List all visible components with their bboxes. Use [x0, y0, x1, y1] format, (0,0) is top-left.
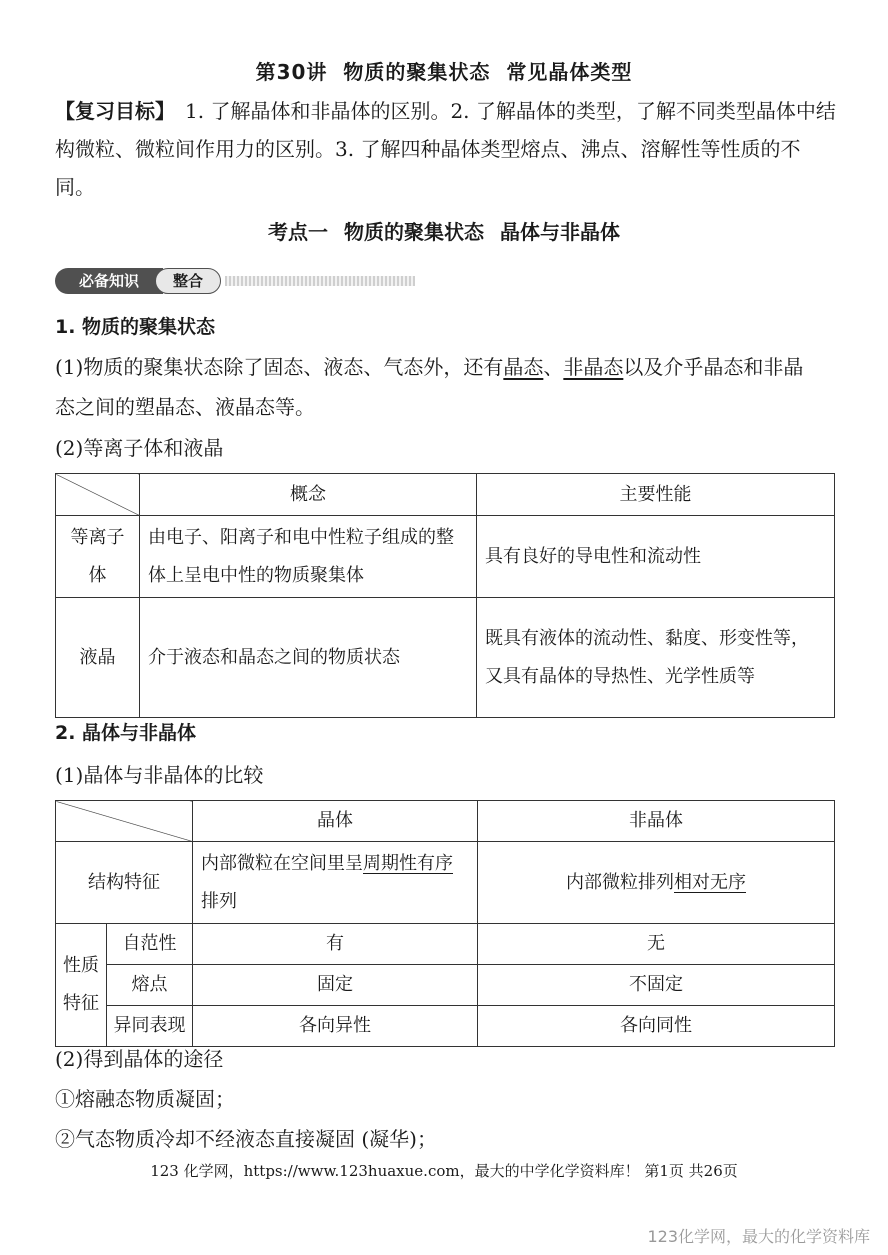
table2-property-group: 性质特征 [56, 924, 107, 1047]
paragraph-plasma-liquid-crystal: (2)等离子体和液晶 [55, 436, 224, 460]
table2-row-name: 异同表现 [107, 1006, 193, 1047]
section-subtitle: 考点一 物质的聚集状态 晶体与非晶体 [268, 220, 620, 244]
underlined-periodic-order: 周期性有序 [363, 852, 453, 874]
list-item: ①熔融态物质凝固； [55, 1087, 235, 1111]
table2-row-name: 熔点 [107, 965, 193, 1006]
table2-structure-label: 结构特征 [56, 842, 193, 924]
table1-row-property: 具有良好的导电性和流动性 [477, 516, 835, 598]
knowledge-banner [55, 268, 415, 294]
banner-decoration [225, 276, 415, 286]
table2-structure-crystal: 内部微粒在空间里呈周期性有序排列 [193, 842, 478, 924]
crystal-comparison-table [55, 800, 835, 1047]
table2-structure-amorphous: 内部微粒排列相对无序 [478, 842, 835, 924]
banner-label-integrate: 整合 [155, 268, 221, 294]
underlined-amorphous-state: 非晶态 [563, 355, 624, 379]
watermark: 123化学网，最大的化学资料库 [647, 1227, 870, 1246]
table2-header-crystal: 晶体 [193, 801, 478, 842]
table2-row-amorphous: 无 [478, 924, 835, 965]
banner-label-required: 必备知识 [55, 268, 163, 294]
table2-header-amorphous: 非晶体 [478, 801, 835, 842]
paragraph-crystal-routes: (2)得到晶体的途径 [55, 1047, 224, 1071]
paragraph-aggregation-1-cont: 态之间的塑晶态、液晶态等。 [55, 395, 315, 419]
paragraph-aggregation-1: (1)物质的聚集状态除了固态、液态、气态外，还有晶态、非晶态以及介乎晶态和非晶 [55, 355, 804, 379]
underlined-relative-disorder: 相对无序 [674, 871, 746, 893]
underlined-crystal-state: 晶态 [503, 355, 544, 379]
table2-row-crystal: 有 [193, 924, 478, 965]
table1-row-name: 液晶 [56, 598, 140, 718]
review-text: 1. 了解晶体和非晶体的区别。2. 了解晶体的类型，了解不同类型晶体中结构微粒、微粒间作用力的区别。3. 了解四种晶体类型熔点、沸点、溶解性等性质的不同。 [55, 99, 836, 199]
table1-header-property: 主要性能 [477, 474, 835, 516]
page-title: 第30讲 物质的聚集状态 常见晶体类型 [255, 60, 633, 84]
table1-row-property: 既具有液体的流动性、黏度、形变性等，又具有晶体的导热性、光学性质等 [477, 598, 835, 718]
table2-row-amorphous: 各向同性 [478, 1006, 835, 1047]
plasma-liquid-crystal-table [55, 473, 835, 718]
table2-row-crystal: 各向异性 [193, 1006, 478, 1047]
list-item: ②气态物质冷却不经液态直接凝固 (凝华)； [55, 1127, 437, 1151]
table2-corner [56, 801, 193, 842]
heading-crystal-amorphous: 2. 晶体与非晶体 [55, 722, 197, 744]
table2-row-crystal: 固定 [193, 965, 478, 1006]
page-footer: 123 化学网，https://www.123huaxue.com，最大的中学化学资料库！ 第1页 共26页 [150, 1162, 738, 1180]
paragraph-comparison: (1)晶体与非晶体的比较 [55, 763, 264, 787]
table2-row-amorphous: 不固定 [478, 965, 835, 1006]
table1-header-concept: 概念 [140, 474, 477, 516]
heading-aggregation-state: 1. 物质的聚集状态 [55, 316, 216, 338]
review-tag: 【复习目标】 [55, 99, 175, 123]
table2-row-name: 自范性 [107, 924, 193, 965]
table1-corner [56, 474, 140, 516]
table1-row-name: 等离子体 [56, 516, 140, 598]
review-goals [55, 92, 840, 206]
table1-row-concept: 由电子、阳离子和电中性粒子组成的整体上呈电中性的物质聚集体 [140, 516, 477, 598]
table1-row-concept: 介于液态和晶态之间的物质状态 [140, 598, 477, 718]
